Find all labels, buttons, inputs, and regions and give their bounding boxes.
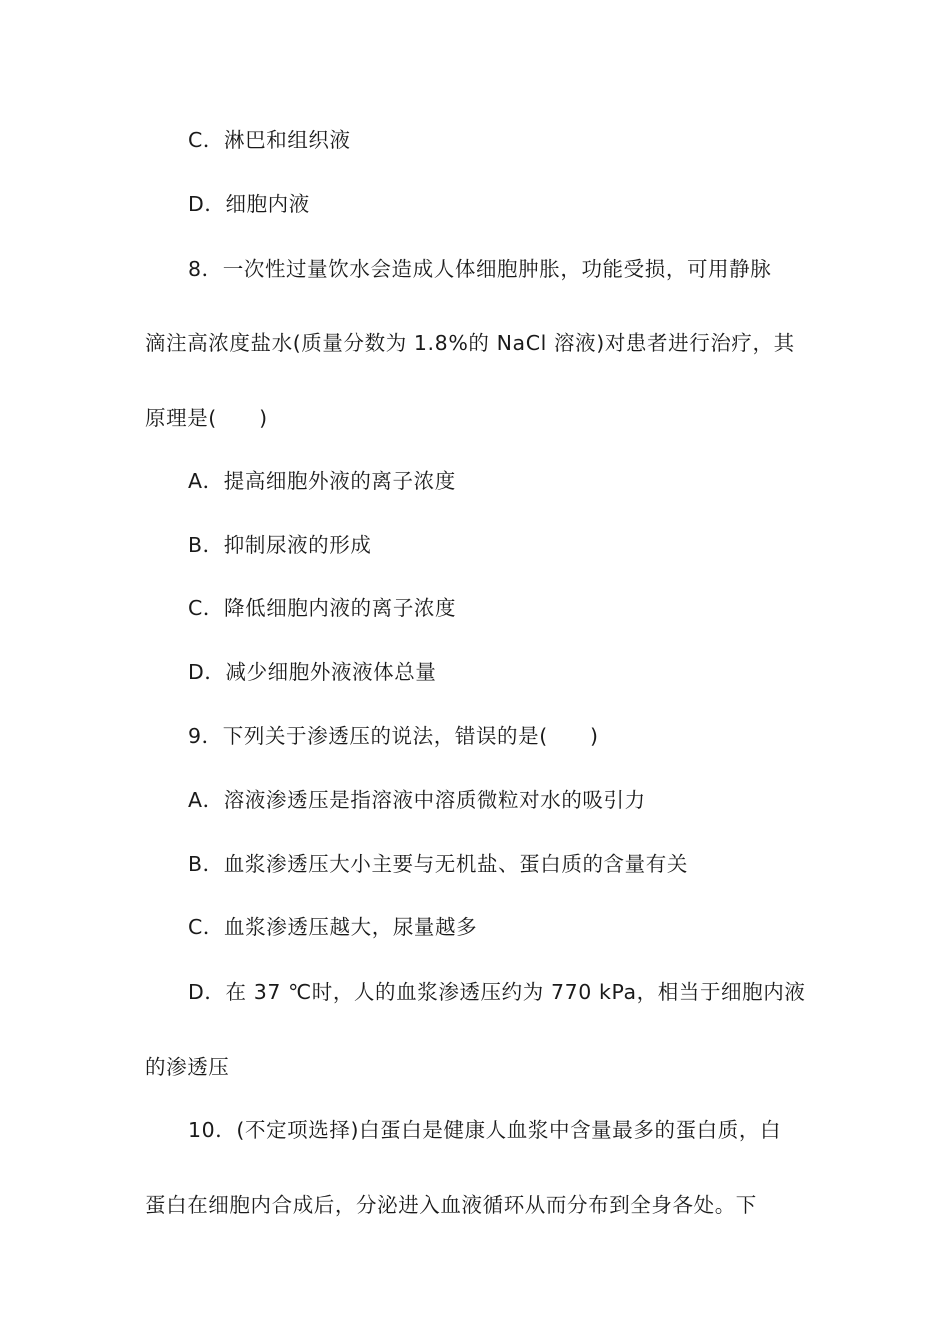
q8-stem-line-3: 原理是( ) (145, 406, 268, 430)
q8-option-c: C．降低细胞内液的离子浓度 (188, 596, 457, 620)
q10-stem-line-2: 蛋白在细胞内合成后，分泌进入血液循环从而分布到全身各处。下 (145, 1193, 757, 1217)
q9-option-b: B．血浆渗透压大小主要与无机盐、蛋白质的含量有关 (188, 852, 688, 876)
q7-option-d: D．细胞内液 (188, 192, 310, 216)
q9-option-a: A．溶液渗透压是指溶液中溶质微粒对水的吸引力 (188, 788, 646, 812)
q8-option-b: B．抑制尿液的形成 (188, 533, 372, 557)
q8-option-a: A．提高细胞外液的离子浓度 (188, 469, 456, 493)
q7-option-c: C．淋巴和组织液 (188, 128, 351, 152)
q8-stem-line-1: 8．一次性过量饮水会造成人体细胞肿胀，功能受损，可用静脉 (188, 257, 772, 281)
q8-option-d: D．减少细胞外液液体总量 (188, 660, 437, 684)
q9-stem: 9．下列关于渗透压的说法，错误的是( ) (188, 724, 599, 748)
q9-option-d-line-1: D．在 37 ℃时，人的血浆渗透压约为 770 kPa，相当于细胞内液 (188, 980, 806, 1004)
q8-stem-line-2: 滴注高浓度盐水(质量分数为 1.8%的 NaCl 溶液)对患者进行治疗，其 (145, 331, 795, 355)
q9-option-d-line-2: 的渗透压 (145, 1055, 230, 1079)
q10-stem-line-1: 10．(不定项选择)白蛋白是健康人血浆中含量最多的蛋白质，白 (188, 1118, 782, 1142)
q9-option-c: C．血浆渗透压越大，尿量越多 (188, 915, 478, 939)
